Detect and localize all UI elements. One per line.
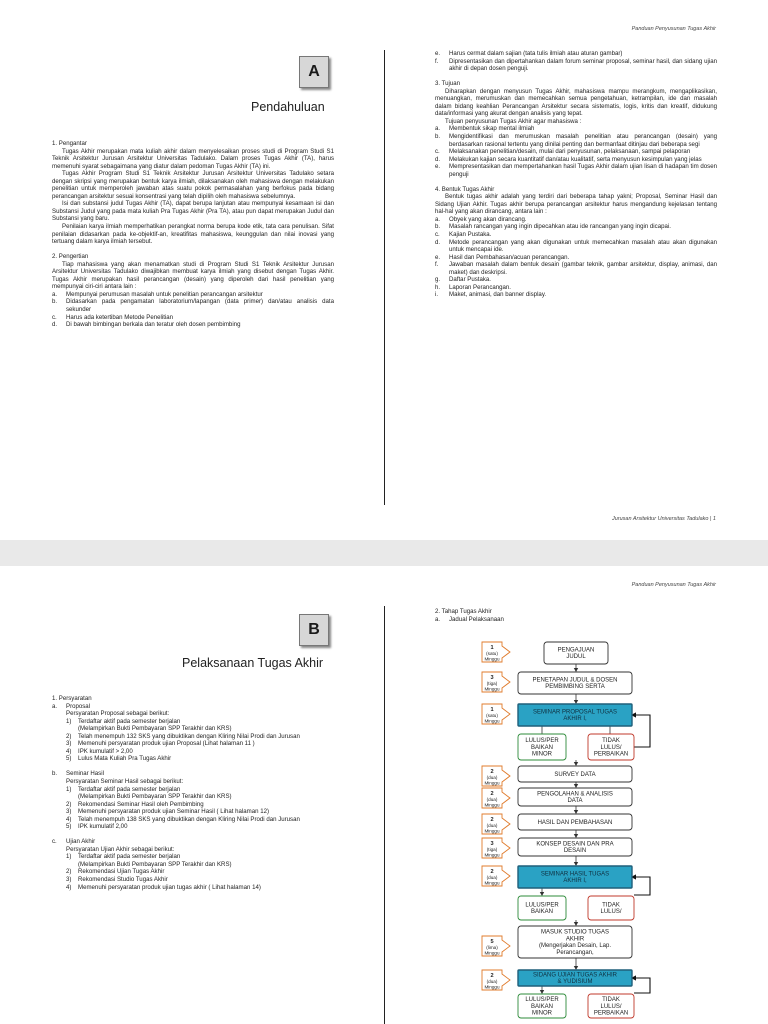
list-marker: 3) — [66, 876, 72, 884]
list-marker: 2) — [66, 800, 72, 808]
list-text: Proposal — [66, 702, 91, 710]
list-marker: e. — [435, 163, 441, 171]
flow-box-label: PERBAIKAN — [593, 751, 629, 758]
flow-box-label: Perancangan, — [556, 950, 594, 956]
list-marker: e. — [435, 253, 441, 261]
spacer — [52, 831, 334, 839]
duration-weeks: Minggu — [484, 686, 500, 692]
flow-box-label: BAIKAN — [530, 744, 554, 751]
flow-box-label: LULUS/ — [600, 1003, 622, 1010]
list-text: Terdaftar aktif pada semester berjalan — [78, 853, 181, 861]
flow-arrowhead — [574, 810, 578, 814]
spacer — [52, 763, 334, 771]
subsection-heading: Jadual Pelaksanaan — [449, 615, 504, 623]
list-text: Rekomendasi Ujian Tugas Akhir — [78, 868, 165, 876]
list-marker: g. — [435, 276, 441, 284]
paragraph: Persyaratan Proposal sebagai berikut: — [66, 710, 170, 718]
duration-number: 3 — [490, 841, 494, 847]
flow-box-label: TIDAK — [602, 902, 620, 909]
list-marker: 1) — [66, 785, 72, 793]
running-header: Panduan Penyusunan Tugas Akhir — [631, 26, 716, 32]
paragraph: Tugas Akhir Program Studi S1 Teknik Arsitektur Jurusan Arsitektur Universitas Tadulako setara dengan skripsi yang merupakan bentuk karya ilmiah, dilaksanakan oleh mahasiswa dengan melakukan penelitian untuk memperoleh jawaban atas suatu pokok permasalahan yang berfokus pada bidang perancangan arsitektur sesuai konsentrasi yang telah dipilih oleh mahasiswa sebelumnya. — [52, 170, 334, 200]
flow-box-label: KONSEP DESAIN DAN PRA — [536, 841, 614, 848]
list-text: Telah menempuh 138 SKS yang dibuktikan dengan Kliring Nilai Prodi dan Jurusan — [78, 815, 300, 823]
list-marker: b. — [52, 770, 58, 778]
list-marker: f. — [435, 57, 439, 65]
list-item — [435, 239, 717, 254]
list-item — [52, 786, 334, 794]
flow-box-label: LULUS/PER — [525, 997, 559, 1003]
flow-box-label: DATA — [567, 798, 583, 805]
paragraph: (Melampirkan Bukti Pembayaran SPP Terakhir dan KRS) — [78, 725, 232, 733]
flow-box-label: SURVEY DATA — [554, 771, 596, 778]
list-item — [52, 748, 334, 756]
spacer — [435, 178, 717, 186]
list-text: IPK kumulatif > 2,00 — [78, 747, 133, 755]
flow-box-label: MINOR — [532, 751, 552, 758]
list-item — [52, 823, 334, 831]
duration-unit: (dua) — [486, 979, 498, 984]
list-text: Rekomendasi Studio Tugas Akhir — [78, 876, 168, 884]
list-text: Melakukan kajian secara kuantitatif dan/atau kualitatif, serta menyusun kesimpulan yang jelas — [449, 155, 702, 163]
list-item — [435, 284, 717, 292]
list-marker: a. — [52, 290, 58, 298]
list-text: Membentuk sikap mental ilmiah — [449, 125, 535, 133]
list-item — [435, 254, 717, 262]
flow-box-label: TIDAK — [602, 997, 620, 1003]
list-text: Memenuhi persyaratan produk ujian tugas akhir ( Lihat halaman 14) — [78, 883, 261, 891]
paragraph: Tiap mahasiswa yang akan menamatkan studi di Program Studi S1 Teknik Arsitektur Jurusan Arsitektur Universitas Tadulako diwajibkan membuat karya ilmiah yang disebut dengan Tugas Akhir. Tugas Akhir merupakan hasil perancangan (desain) yang diperoleh dari hasil penelitian yang mempunyai ciri-ciri antara lain : — [52, 260, 334, 291]
list-marker: d. — [435, 238, 441, 246]
list-marker: h. — [435, 283, 441, 291]
list-marker: 4) — [66, 747, 72, 755]
list-marker: c. — [52, 313, 57, 321]
duration-unit: (satu) — [486, 651, 498, 656]
list-item — [435, 50, 717, 58]
flow-box-label: JUDUL — [566, 654, 586, 661]
list-item — [435, 125, 717, 133]
flow-box-label: AKHIR I, — [563, 716, 587, 723]
list-marker: c. — [435, 231, 440, 239]
flow-box-label: BAIKAN — [530, 909, 554, 916]
list-text: Jawaban masalah dalam bentuk desain (gambar teknik, gambar arsitektur, display, animasi, dan maket) dan deskripsi. — [449, 261, 717, 276]
list-text: Mengidentifikasi dan merumuskan masalah penelitian atau perancangan (desain) yang berdasarkan rasional tertentu yang dinilai penting dan bermanfaat ditinjau dari beberapa segi — [449, 132, 717, 148]
duration-number: 2 — [490, 869, 494, 875]
list-text: IPK kumulatif 2,00 — [78, 823, 128, 831]
list-item — [435, 58, 717, 73]
list-item — [435, 261, 717, 276]
flow-box-label: DESAIN — [563, 848, 587, 855]
spacer — [52, 246, 334, 254]
list-text: Harus cermat dalam sajian (tata tulis ilmiah atau aturan gambar) — [449, 50, 623, 57]
flow-box-label: PEMBIMBING SERTA — [545, 684, 605, 691]
flow-box-label: PERBAIKAN — [593, 1010, 629, 1017]
list-text: Hasil dan Pembahasan/acuan perancangan. — [449, 253, 570, 261]
duration-unit: (satu) — [486, 713, 498, 718]
flow-box-label: MASUK STUDIO TUGAS — [541, 929, 609, 936]
chapter-title: Pelaksanaan Tugas Akhir — [182, 656, 324, 670]
paragraph: Penilaian karya ilmiah memperhatikan perangkat norma berupa kode etik, tata cara penulisan. Sifat penilaian didasarkan pada ke-objektif-an, kreatifitas mahasiswa, keunggulan dan nilai inovasi yang tertuang dalam karya ilmiah tersebut. — [52, 223, 334, 246]
list-item — [52, 884, 334, 892]
section-heading: 1. Persyaratan — [52, 695, 92, 702]
paragraph: Persyaratan Ujian Akhir sebagai berikut: — [66, 845, 175, 853]
column-divider — [384, 50, 385, 505]
left-column — [52, 695, 334, 891]
list-text: Telah menempuh 132 SKS yang dibuktikan dengan Kliring Nilai Prodi dan Jurusan — [78, 732, 300, 740]
duration-weeks: Minggu — [484, 718, 500, 724]
list-marker: 1) — [66, 853, 72, 861]
list-text: Laporan Perancangan. — [449, 283, 512, 291]
list-text: Di bawah bimbingan berkala dan teratur oleh dosen pembimbing — [66, 321, 241, 329]
section-heading: 1. Pengantar — [52, 140, 87, 147]
flow-arrowhead — [540, 990, 544, 994]
flow-arrowhead — [574, 668, 578, 672]
list-marker: a. — [435, 215, 441, 223]
duration-unit: (dua) — [486, 823, 498, 828]
list-text: Dipresentasikan dan dipertahankan dalam forum seminar proposal, seminar hasil, dan sidang ujian akhir di depan dosen penguji. — [449, 57, 717, 73]
chapter-letter-box: A — [299, 56, 329, 88]
duration-number: 2 — [490, 791, 494, 797]
flow-box-label: PENETAPAN JUDUL & DOSEN — [532, 677, 618, 684]
flow-arrowhead — [574, 762, 578, 766]
duration-weeks: Minggu — [484, 656, 500, 662]
paragraph: Isi dan substansi judul Tugas Akhir (TA), dapat berupa lanjutan atau mempunyai kesamaan isi dan Substansi Judul yang pada mata kuliah Pra Tugas Akhir (Pra TA), atau pun dapat merupakan Judul dan Substansi yang baru. — [52, 200, 334, 223]
paragraph: Persyaratan Seminar Hasil sebagai berikut: — [66, 777, 184, 785]
flow-box-label: HASIL DAN PEMBAHASAN — [537, 819, 613, 826]
column-divider — [384, 606, 385, 1024]
list-item — [52, 755, 334, 763]
list-marker: b. — [435, 223, 441, 231]
paragraph: Bentuk tugas akhir adalah yang terdiri dari beberapa tahap yakni; Proposal, Seminar Hasil dan Sidang Ujian Akhir. Tugas akhir berupa perancangan arsitektur harus mengandung kejelasan tentang hal-hal yang akan dirancang, antara lain : — [435, 193, 717, 216]
flow-box-label: MINOR — [532, 1010, 552, 1017]
paragraph: Tugas Akhir merupakan mata kuliah akhir dalam menyelesaikan proses studi di Program Studi S1 Teknik Arsitektur Jurusan Arsitektur Universitas Tadulako. Dalam proses Tugas Akhir (TA), harus memenuhi syarat sebagaimana yang diatur dalam pedoman Tugas Akhir (TA) ini. — [52, 147, 334, 170]
list-marker: 4) — [66, 883, 72, 891]
list-text: Lulus Mata Kuliah Pra Tugas Akhir — [78, 755, 172, 763]
flow-box-label: (Mengerjakan Desain, Lap. — [538, 943, 612, 950]
list-marker: d. — [52, 321, 58, 329]
duration-unit: (tiga) — [486, 847, 498, 852]
list-item — [52, 291, 334, 299]
list-text: Maket, animasi, dan banner display. — [449, 291, 547, 299]
list-text: Kajian Pustaka. — [449, 231, 492, 239]
list-text: Metode perancangan yang akan digunakan untuk memecahkan masalah atau akan digunakan untuk mencapai ide. — [449, 238, 717, 254]
duration-weeks: Minggu — [484, 802, 500, 808]
flow-box-label: SIDANG UJIAN TUGAS AKHIR — [533, 972, 617, 979]
duration-unit: (dua) — [486, 775, 498, 780]
list-text: Mempresentasikan dan mempertahankan hasil Tugas Akhir dalam ujian lisan di hadapan tim dosen penguji — [449, 163, 717, 178]
list-marker: d. — [435, 155, 441, 163]
list-marker: e. — [435, 50, 441, 57]
list-text: Rekomendasi Seminar Hasil oleh Pembimbing — [78, 800, 204, 808]
feedback-line — [634, 715, 650, 747]
flow-arrowhead — [574, 922, 578, 926]
feedback-line — [634, 978, 650, 993]
flow-box-label: & YUDISIUM — [557, 979, 593, 986]
list-text: Terdaftar aktif pada semester berjalan — [78, 785, 181, 793]
list-item — [52, 321, 334, 329]
list-item — [435, 216, 717, 224]
list-text: Obyek yang akan dirancang. — [449, 215, 527, 223]
page-footer: Jurusan Arsitektur Universitas Tadulako | 1 — [611, 516, 716, 522]
flow-box-label: LULUS/PER — [525, 902, 559, 909]
list-item — [435, 223, 717, 231]
duration-number: 5 — [490, 939, 494, 945]
duration-number: 3 — [490, 675, 494, 681]
duration-unit: (lima) — [486, 945, 498, 950]
section-heading: 2. Tahap Tugas Akhir — [435, 608, 492, 615]
paragraph: Diharapkan dengan menyusun Tugas Akhir, mahasiswa mampu merangkum, mengaplikasikan, menuangkan, merumuskan dan memecahkan semua pengetahuan, ketrampilan, ide dan masalah dalam bidang keahlian Perancangan Arsitektur secara sistematis, logis, kritis dan kreatif, didukung data/informasi yang akurat dengan analisis yang tepat. — [435, 87, 717, 118]
list-item — [435, 156, 717, 164]
document-page-2 — [0, 566, 768, 1024]
list-item — [435, 231, 717, 239]
paragraph: Tujuan penyusunan Tugas Akhir agar mahasiswa : — [445, 117, 582, 125]
list-item — [52, 868, 334, 876]
list-text: Terdaftar aktif pada semester berjalan — [78, 717, 181, 725]
flow-box-label: AKHIR — [565, 936, 585, 943]
list-marker: a. — [52, 702, 58, 710]
list-item — [52, 816, 334, 824]
flow-arrowhead — [574, 784, 578, 788]
section-heading: 2. Pengertian — [52, 253, 89, 261]
list-item — [52, 876, 334, 884]
list-text: Mempunyai perumusan masalah untuk penelitian perancangan arsitektur — [66, 290, 263, 298]
section-heading: 4. Bentuk Tugas Akhir — [435, 185, 495, 193]
list-item — [52, 298, 334, 313]
list-item — [52, 853, 334, 861]
list-text: Seminar Hasil — [66, 770, 104, 778]
spacer — [435, 73, 717, 81]
list-marker: 3) — [66, 808, 72, 816]
running-header: Panduan Penyusunan Tugas Akhir — [631, 582, 716, 588]
duration-unit: (dua) — [486, 797, 498, 802]
list-marker: f. — [435, 261, 439, 269]
list-text: Didasarkan pada pengamatan laboratorium/lapangan (data primer) dan/atau analisis data sekunder — [66, 298, 334, 313]
list-item — [52, 718, 334, 726]
list-marker: 2) — [66, 732, 72, 740]
list-text: Harus ada ketertiban Metode Penelitian — [66, 313, 174, 321]
list-text: Melaksanakan penelitian/desain, mulai dari penyusunan, pelaksanaan, sampai pelaporan — [449, 148, 691, 156]
duration-weeks: Minggu — [484, 950, 500, 956]
list-item — [435, 133, 717, 148]
flow-box-label: LULUS/ — [600, 909, 622, 916]
list-text: Memenuhi persyaratan produk ujian Seminar Hasil ( Lihat halaman 12) — [78, 808, 270, 816]
flow-box-label: BAIKAN — [530, 1003, 554, 1010]
flow-box-label: SEMINAR HASIL TUGAS — [540, 871, 610, 878]
paragraph: (Melampirkan Bukti Pembayaran SPP Terakhir dan KRS) — [78, 860, 232, 868]
duration-number: 1 — [490, 707, 494, 713]
duration-weeks: Minggu — [484, 984, 500, 990]
left-column — [52, 140, 334, 329]
flow-box-label: LULUS/ — [600, 744, 622, 751]
feedback-line — [634, 877, 650, 895]
duration-weeks: Minggu — [484, 880, 500, 886]
list-item — [435, 163, 717, 178]
list-marker: 5) — [66, 823, 72, 831]
flow-box-label: PENGOLAHAN & ANALISIS — [537, 791, 613, 798]
list-marker: b. — [52, 298, 58, 306]
list-item — [435, 148, 717, 156]
list-text: Ujian Akhir — [66, 838, 96, 846]
duration-weeks: Minggu — [484, 780, 500, 786]
list-text: Memenuhi persyaratan produk ujian Proposal (Lihat halaman 11 ) — [78, 740, 255, 748]
right-column-heading — [435, 608, 717, 623]
duration-unit: (dua) — [486, 875, 498, 880]
list-text: Masalah rancangan yang ingin dipecahkan atau ide rancangan yang ingin dicapai. — [449, 223, 671, 231]
list-text: Daftar Pustaka. — [449, 276, 491, 284]
list-item — [52, 733, 334, 741]
duration-number: 2 — [490, 973, 494, 979]
right-column — [435, 50, 717, 299]
list-item — [435, 291, 717, 299]
flow-box-label: LULUS/PER — [525, 738, 559, 744]
duration-unit: (tiga) — [486, 681, 498, 686]
duration-number: 1 — [490, 645, 494, 651]
list-marker: 4) — [66, 815, 72, 823]
duration-number: 2 — [490, 769, 494, 775]
list-marker: 2) — [66, 868, 72, 876]
list-item — [52, 770, 334, 778]
list-marker: b. — [435, 132, 441, 140]
flow-box-label: PENGAJUAN — [557, 647, 595, 654]
chapter-letter-box: B — [299, 614, 329, 646]
chapter-title: Pendahuluan — [251, 100, 325, 114]
list-marker: 1) — [66, 717, 72, 725]
list-marker: a. — [435, 615, 441, 623]
list-item — [52, 740, 334, 748]
list-marker: 5) — [66, 755, 72, 763]
list-marker: a. — [435, 125, 441, 133]
duration-weeks: Minggu — [484, 828, 500, 834]
duration-number: 2 — [490, 817, 494, 823]
flow-box-label: TIDAK — [602, 738, 620, 744]
section-heading: 3. Tujuan — [435, 80, 461, 88]
list-marker: 3) — [66, 740, 72, 748]
flow-box-label: AKHIR I, — [563, 878, 587, 885]
flow-box-label: SEMINAR PROPOSAL TUGAS — [532, 709, 618, 716]
list-marker: c. — [52, 838, 57, 846]
duration-weeks: Minggu — [484, 852, 500, 858]
list-item — [52, 838, 334, 846]
list-item — [52, 801, 334, 809]
list-item — [52, 703, 334, 711]
list-item — [52, 808, 334, 816]
flowchart — [470, 638, 670, 1024]
list-marker: i. — [435, 291, 439, 299]
list-item — [435, 276, 717, 284]
flow-arrowhead — [574, 834, 578, 838]
list-marker: c. — [435, 148, 440, 156]
paragraph: (Melampirkan Bukti Pembayaran SPP Terakhir dan KRS) — [78, 793, 232, 801]
list-item — [52, 314, 334, 322]
flow-arrowhead — [540, 892, 544, 896]
